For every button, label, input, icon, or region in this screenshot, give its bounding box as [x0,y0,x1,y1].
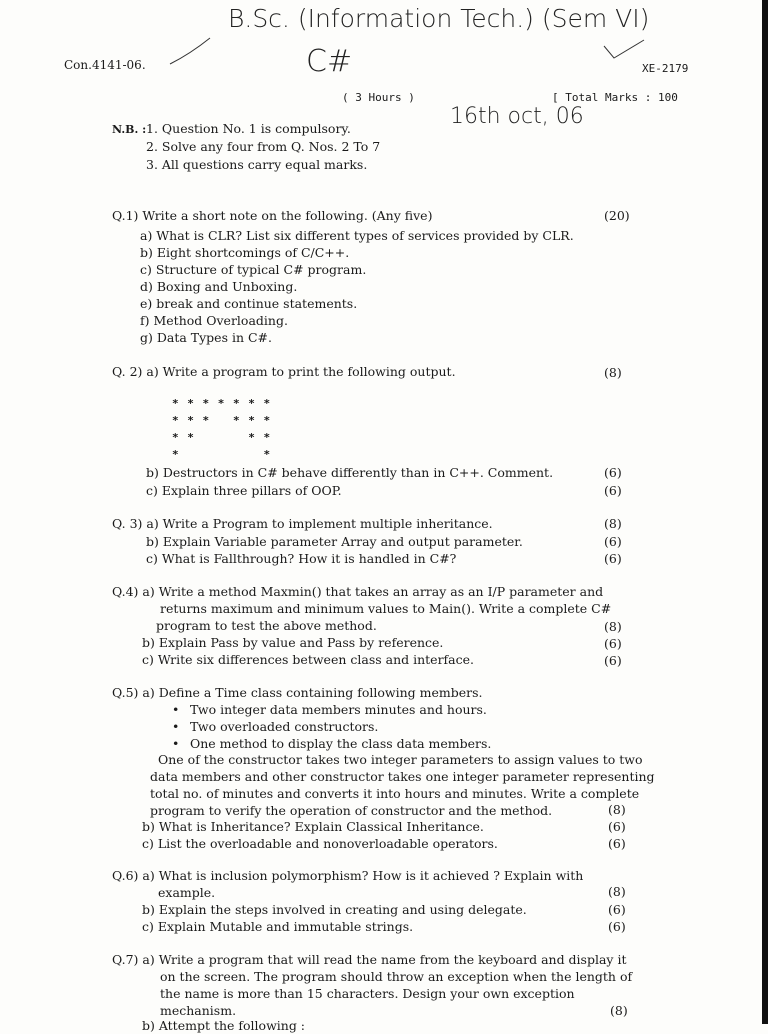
q2-a: Q. 2) a) Write a program to print the following output. [112,364,456,379]
q3-b-marks: (6) [604,534,622,549]
nb-label: N.B. : [112,123,147,136]
nb-item-1: 1. Question No. 1 is compulsory. [146,121,351,136]
q5-para-line4: program to verify the operation of constructor and the method. [150,803,553,818]
q5-bullet-list [172,702,491,753]
duration: ( 3 Hours ) [342,91,415,104]
q1-item-b: b) Eight shortcomings of C/C++. [140,245,350,260]
q4-c-marks: (6) [604,653,622,668]
handwritten-subject: C# [306,44,353,79]
q1-item-c: c) Structure of typical C# program. [140,262,367,277]
q4-b: b) Explain Pass by value and Pass by reference. [142,635,444,650]
q1-item-d: d) Boxing and Unboxing. [140,279,298,294]
q5-bullet-3: • One method to display the class data members. [172,736,491,753]
q3-c-marks: (6) [604,551,622,566]
q6-a-line1: Q.6) a) What is inclusion polymorphism? How is it achieved ? Explain with [112,868,584,883]
total-marks: [ Total Marks : 100 [552,91,678,104]
q6-a-line2: example. [158,885,216,900]
q2-a-marks: (8) [604,365,622,380]
star-pattern-row-4: * * [172,448,272,461]
q4-a-line3: program to test the above method. [156,618,377,633]
q5-para-line2: data members and other constructor takes one integer parameter representing [150,769,655,784]
q6-b: b) Explain the steps involved in creating and using delegate. [142,902,527,917]
q1-marks: (20) [604,208,630,223]
q2-b-marks: (6) [604,465,622,480]
q4-c: c) Write six differences between class and interface. [142,652,474,667]
q1-title: Q.1) Write a short note on the following. (Any five) [112,208,433,223]
q4-b-marks: (6) [604,636,622,651]
q7-a-line4: mechanism. [160,1003,237,1018]
q1-item-f: f) Method Overloading. [140,313,288,328]
q6-c-marks: (6) [608,919,626,934]
con-number: Con.4141-06. [64,58,146,72]
q2-b: b) Destructors in C# behave differently than in C++. Comment. [146,465,554,480]
q7-a-line3: the name is more than 15 characters. Design your own exception [160,986,575,1001]
q5-b-marks: (6) [608,819,626,834]
q6-b-marks: (6) [608,902,626,917]
q3-c: c) What is Fallthrough? How it is handled in C#? [146,551,457,566]
page-edge-shadow [762,0,768,1024]
star-pattern-row-1: * * * * * * * [172,397,272,410]
q3-a: Q. 3) a) Write a Program to implement multiple inheritance. [112,516,493,531]
q1-item-e: e) break and continue statements. [140,296,358,311]
star-pattern-row-3: * * * * [172,431,272,444]
q7-b: b) Attempt the following : [142,1018,306,1033]
q5-para-line3: total no. of minutes and converts it into hours and minutes. Write a complete [150,786,640,801]
nb-item-3: 3. All questions carry equal marks. [146,157,368,172]
q3-b: b) Explain Variable parameter Array and output parameter. [146,534,523,549]
q4-a-line2: returns maximum and minimum values to Main(). Write a complete C# [160,601,612,616]
q5-a-marks: (8) [608,802,626,817]
q1-item-a: a) What is CLR? List six different types of services provided by CLR. [140,228,574,243]
q5-c: c) List the overloadable and nonoverloadable operators. [142,836,498,851]
handwritten-course: B.Sc. (Information Tech.) (Sem VI) [228,4,650,33]
q2-c: c) Explain three pillars of OOP. [146,483,342,498]
q6-c: c) Explain Mutable and immutable strings. [142,919,414,934]
nb-item-2: 2. Solve any four from Q. Nos. 2 To 7 [146,139,381,154]
q5-a: Q.5) a) Define a Time class containing following members. [112,685,483,700]
paper-code: XE-2179 [642,62,689,75]
handwritten-date: 16th oct, 06 [450,104,584,129]
q1-item-g: g) Data Types in C#. [140,330,272,345]
q5-para-line1: One of the constructor takes two integer parameters to assign values to two [158,752,643,767]
q5-bullet-2: • Two overloaded constructors. [172,719,491,736]
q5-c-marks: (6) [608,836,626,851]
tick-mark [600,38,650,64]
q4-a-line1: Q.4) a) Write a method Maxmin() that takes an array as an I/P parameter and [112,584,604,599]
q2-c-marks: (6) [604,483,622,498]
q7-a-marks: (8) [610,1003,628,1018]
q3-a-marks: (8) [604,516,622,531]
q4-a-marks: (8) [604,619,622,634]
q7-a-line2: on the screen. The program should throw an exception when the length of [160,969,633,984]
star-pattern-row-2: * * * * * * [172,414,272,427]
q5-b: b) What is Inheritance? Explain Classical Inheritance. [142,819,484,834]
q5-bullet-1: • Two integer data members minutes and hours. [172,702,491,719]
pen-stroke-mark [160,34,220,74]
q6-a-marks: (8) [608,884,626,899]
q7-a-line1: Q.7) a) Write a program that will read the name from the keyboard and display it [112,952,627,967]
